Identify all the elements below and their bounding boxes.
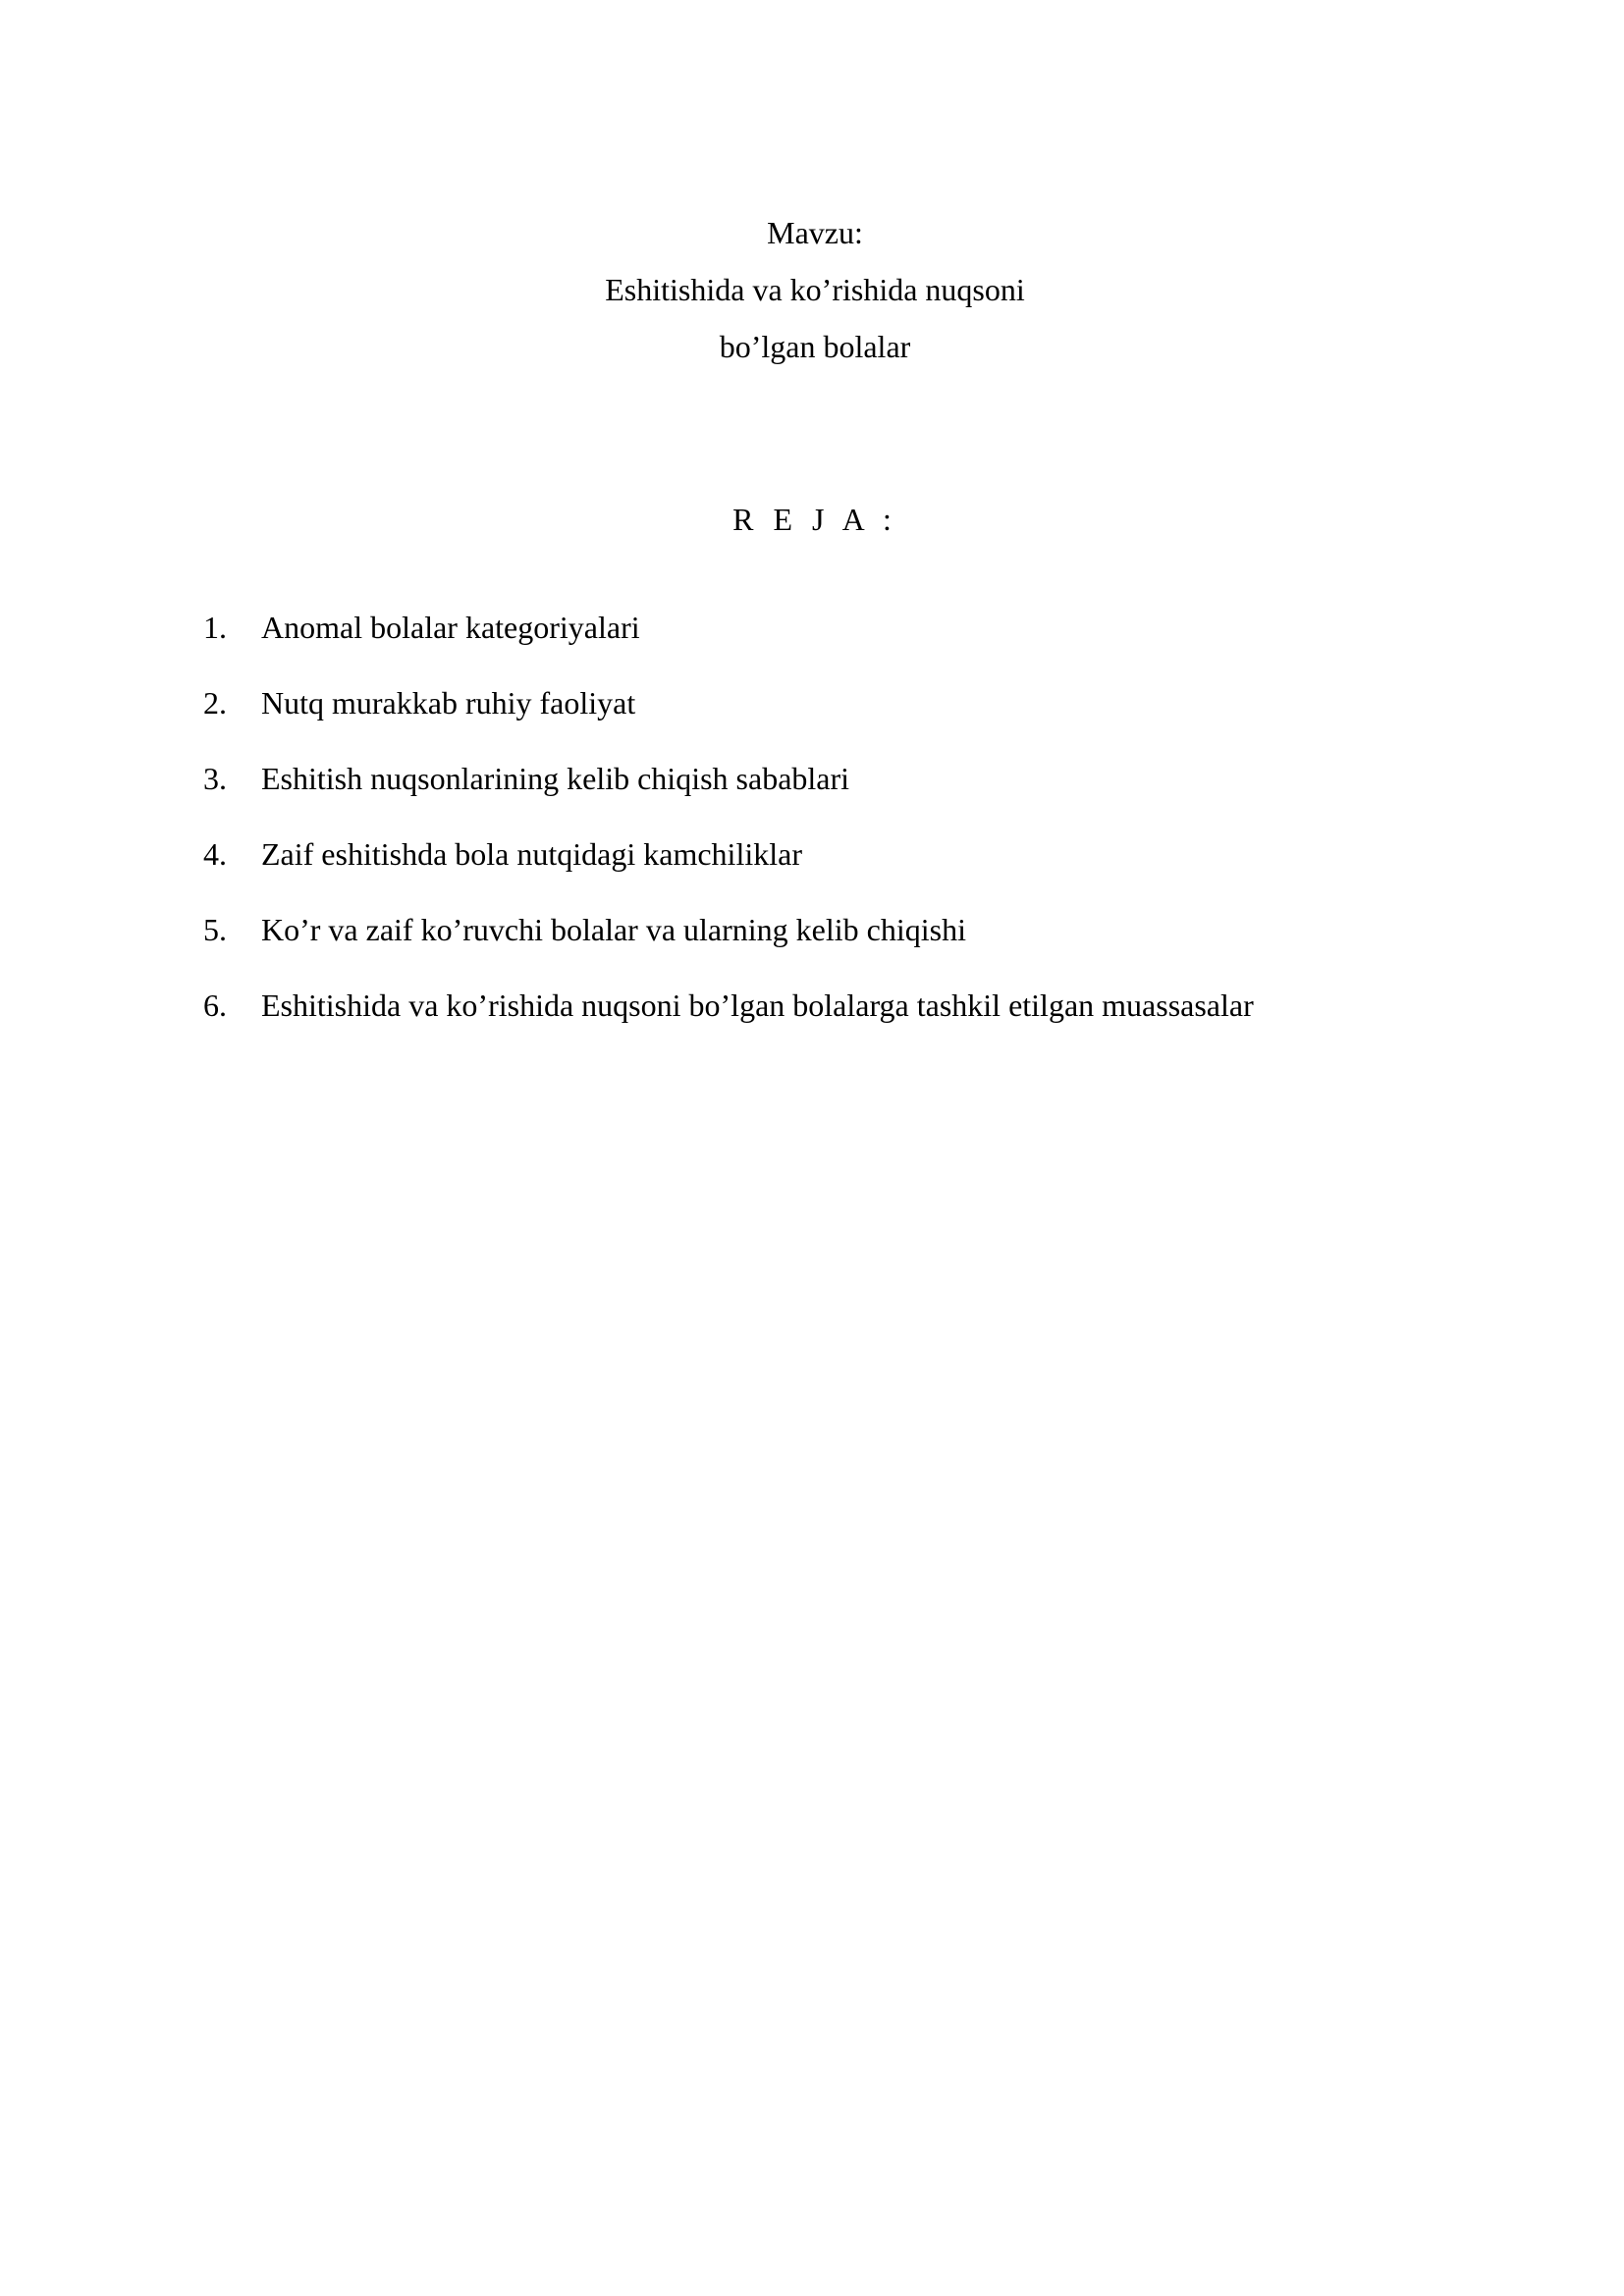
plan-item-text: Anomal bolalar kategoriyalari xyxy=(261,610,640,645)
plan-item-text: Eshitish nuqsonlarining kelib chiqish sabablari xyxy=(261,761,850,796)
plan-item-number: 5. xyxy=(203,912,227,947)
topic-title-line-2: bo’lgan bolalar xyxy=(719,329,911,364)
plan-item-text: Eshitishida va ko’rishida nuqsoni bo’lgan bolalarga tashkil etilgan muassasalar xyxy=(261,988,1254,1023)
plan-item-number: 3. xyxy=(203,761,227,796)
topic-label: Mavzu: xyxy=(767,215,863,250)
plan-heading: R E J A : xyxy=(732,502,897,537)
plan-item xyxy=(203,828,1578,903)
plan-item-number: 2. xyxy=(203,685,227,721)
plan-item-number: 1. xyxy=(203,610,227,645)
plan-item xyxy=(203,601,1578,676)
plan-list xyxy=(203,601,1578,1054)
plan-item-text: Zaif eshitishda bola nutqidagi kamchiliklar xyxy=(261,836,802,872)
plan-item xyxy=(203,676,1578,752)
plan-item-text: Ko’r va zaif ko’ruvchi bolalar va ularning kelib chiqishi xyxy=(261,912,966,947)
plan-item xyxy=(203,903,1578,979)
plan-item-number: 4. xyxy=(203,836,227,872)
plan-item xyxy=(203,752,1578,828)
topic-title-line-1: Eshitishida va ko’rishida nuqsoni xyxy=(605,272,1025,307)
plan-item xyxy=(203,979,1578,1054)
plan-item-text: Nutq murakkab ruhiy faoliyat xyxy=(261,685,636,721)
plan-item-number: 6. xyxy=(203,988,227,1023)
topic-block xyxy=(0,204,1624,375)
